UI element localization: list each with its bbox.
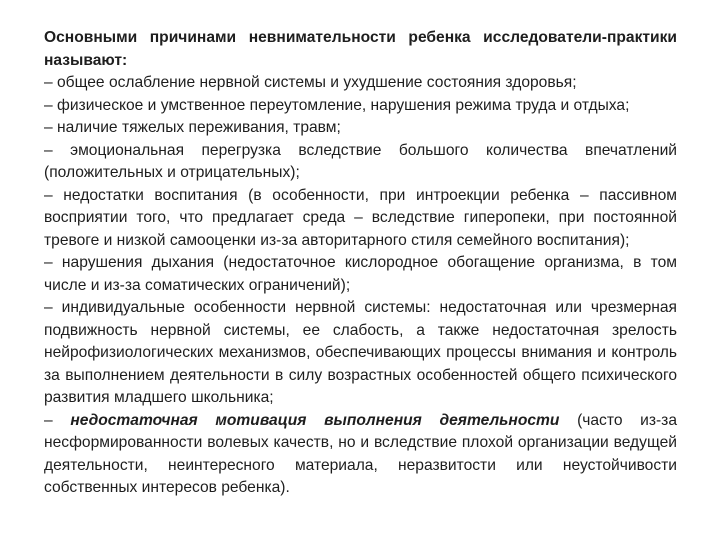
cause-item-3: – наличие тяжелых переживания, травм; xyxy=(44,119,341,136)
cause-item-8 xyxy=(44,410,677,500)
cause-item-8-emphasis: недостаточная мотивация выполнения деятельности xyxy=(70,411,560,429)
slide-heading: Основными причинами невнимательности ребенка исследователи-практики называют: xyxy=(44,29,677,69)
cause-item-8-dash: – xyxy=(44,411,71,429)
cause-item-2: – физическое и умственное переутомление, нарушения режима труда и отдыха; xyxy=(44,96,630,114)
slide-text-block xyxy=(44,27,677,500)
cause-item-7: – индивидуальные особенности нервной системы: недостаточная или чрезмерная подвижность нервной системы, ее слабость, а также недостаточная зрелость нейрофизиологических механизмов, обеспечивающих процессы внимания и контроль за выполнением деятельности в силу возрастных особенностей общего психического развития младшего школьника; xyxy=(44,299,677,406)
cause-item-6: – нарушения дыхания (недостаточное кислородное обогащение организма, в том числе и из-за соматических ограничений); xyxy=(44,254,677,294)
cause-item-8-rest: (часто из-за несформированности волевых качеств, но и вследствие плохой организации ведущей деятельности, неинтересного материала, неразвитости или неустойчивости собственных интересов ребенка). xyxy=(44,411,677,496)
cause-item-5: – недостатки воспитания (в особенности, при интроекции ребенка – пассивном восприятии того, что предлагает среда – вследствие гиперопеки, при постоянной тревоге и низкой самооценки из-за авторитарного стиля семейного воспитания); xyxy=(44,186,677,249)
cause-item-4: – эмоциональная перегрузка вследствие большого количества впечатлений (положительных и отрицательных); xyxy=(44,141,677,181)
cause-item-1: – общее ослабление нервной системы и ухудшение состояния здоровья; xyxy=(44,74,577,91)
